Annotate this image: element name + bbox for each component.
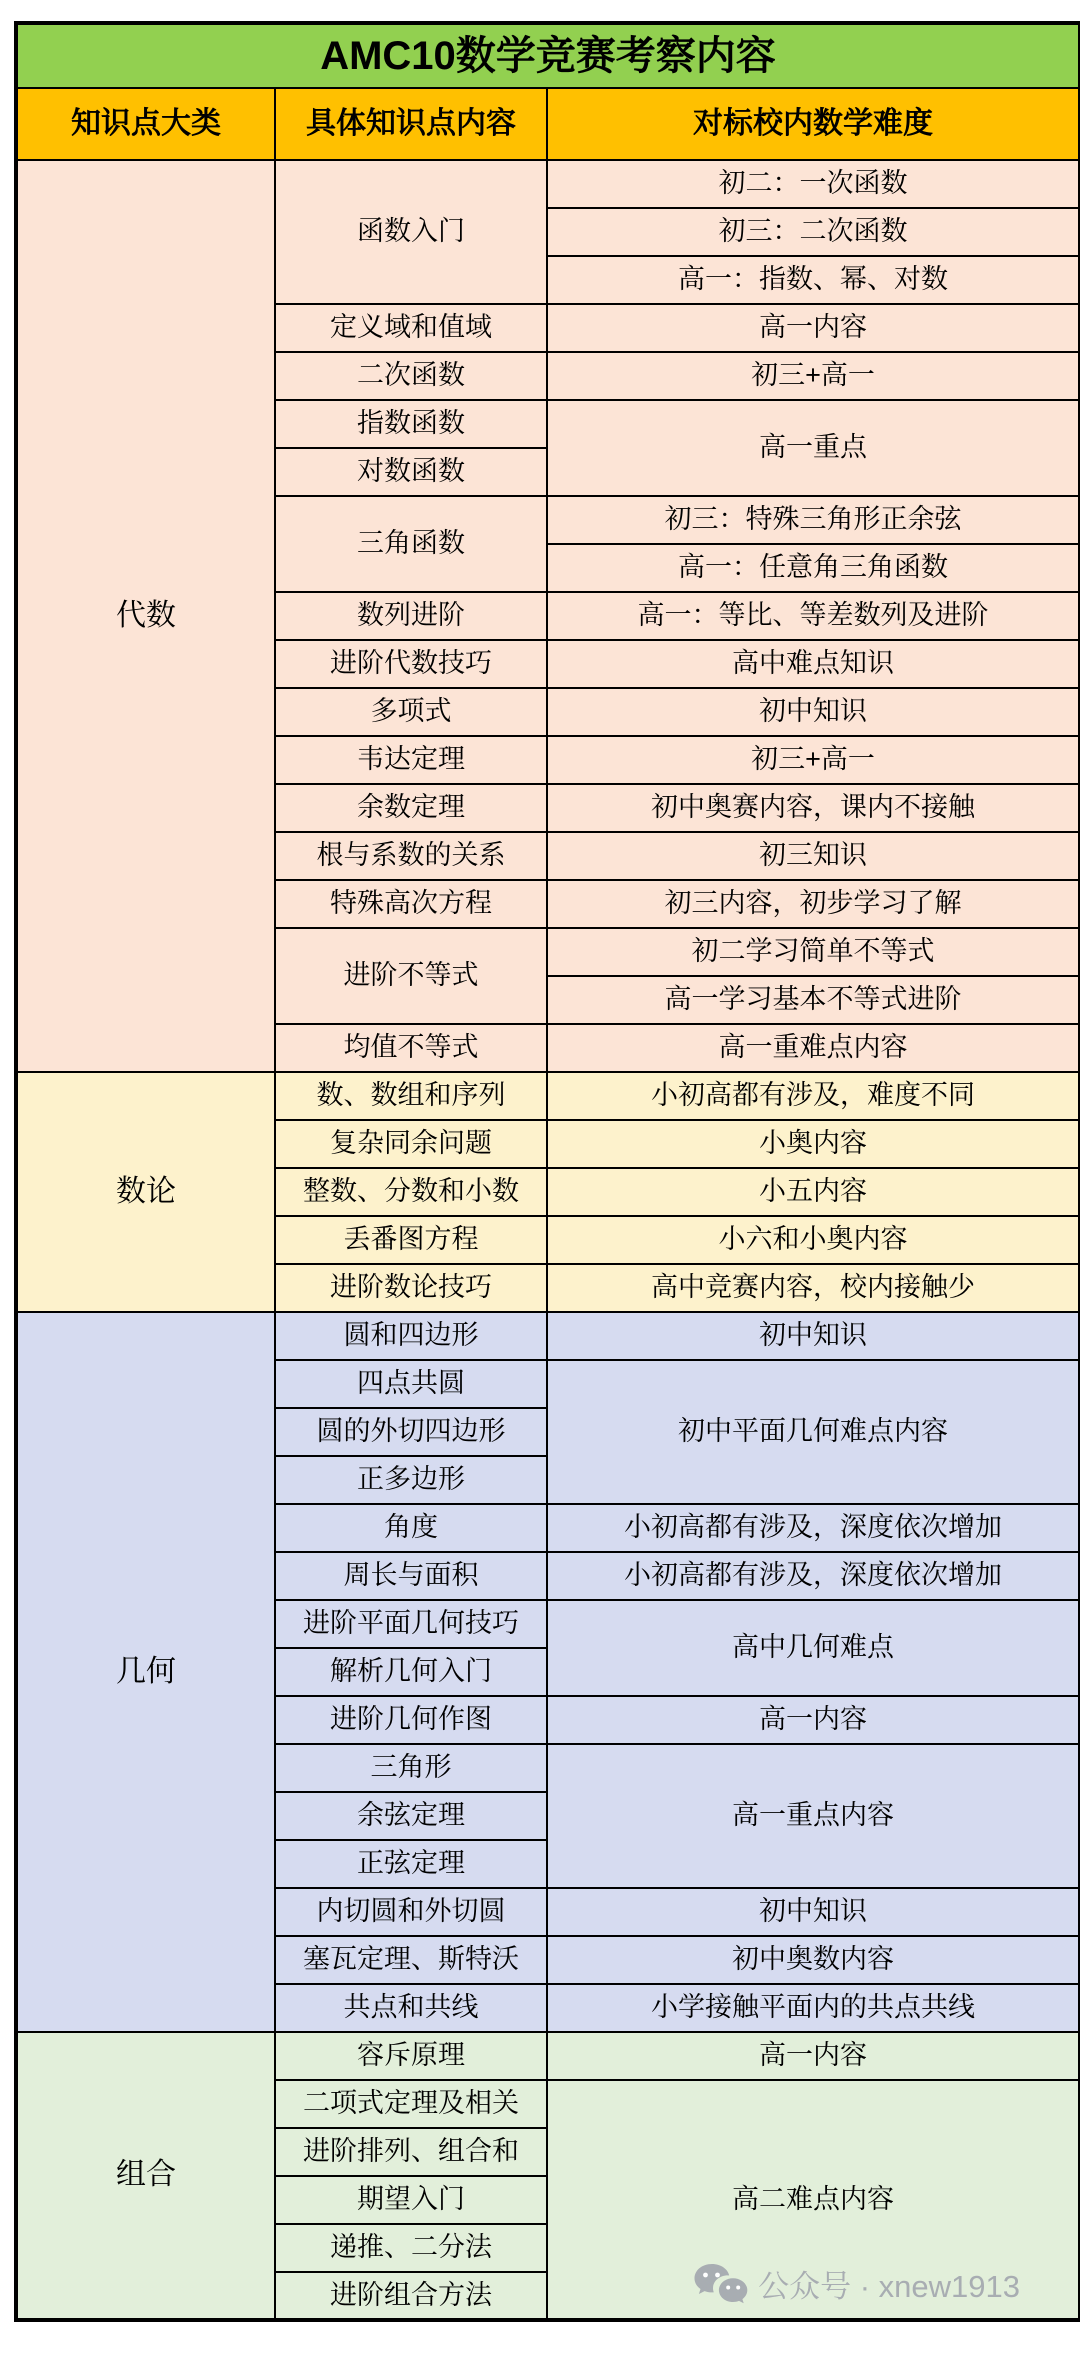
difficulty-cell: 初中奥赛内容，课内不接触 bbox=[547, 784, 1080, 832]
title-row bbox=[16, 23, 1080, 88]
table-row bbox=[16, 1312, 1080, 1360]
topic-cell: 数列进阶 bbox=[275, 592, 547, 640]
topic-cell: 二次函数 bbox=[275, 352, 547, 400]
topic-cell: 进阶不等式 bbox=[275, 928, 547, 1024]
topic-cell: 正多边形 bbox=[275, 1456, 547, 1504]
difficulty-cell: 高一重难点内容 bbox=[547, 1024, 1080, 1072]
topic-cell: 均值不等式 bbox=[275, 1024, 547, 1072]
difficulty-cell: 高一内容 bbox=[547, 304, 1080, 352]
header-topic: 具体知识点内容 bbox=[275, 88, 547, 160]
difficulty-cell: 高一：指数、幂、对数 bbox=[547, 256, 1080, 304]
difficulty-cell: 初中奥数内容 bbox=[547, 1936, 1080, 1984]
table-row bbox=[16, 1072, 1080, 1120]
topic-cell: 丢番图方程 bbox=[275, 1216, 547, 1264]
topic-cell: 期望入门 bbox=[275, 2176, 547, 2224]
difficulty-cell: 高中几何难点 bbox=[547, 1600, 1080, 1696]
topic-cell: 角度 bbox=[275, 1504, 547, 1552]
topic-cell: 进阶排列、组合和 bbox=[275, 2128, 547, 2176]
difficulty-cell: 高一：等比、等差数列及进阶 bbox=[547, 592, 1080, 640]
difficulty-cell: 初中知识 bbox=[547, 1312, 1080, 1360]
table-row bbox=[16, 160, 1080, 208]
difficulty-cell: 高中难点知识 bbox=[547, 640, 1080, 688]
topic-cell: 根与系数的关系 bbox=[275, 832, 547, 880]
difficulty-cell: 小五内容 bbox=[547, 1168, 1080, 1216]
topic-cell: 圆的外切四边形 bbox=[275, 1408, 547, 1456]
difficulty-cell: 初三+高一 bbox=[547, 736, 1080, 784]
difficulty-cell: 高一重点内容 bbox=[547, 1744, 1080, 1888]
topic-cell: 韦达定理 bbox=[275, 736, 547, 784]
header-difficulty: 对标校内数学难度 bbox=[547, 88, 1080, 160]
topic-cell: 进阶平面几何技巧 bbox=[275, 1600, 547, 1648]
difficulty-cell: 初中知识 bbox=[547, 688, 1080, 736]
topic-cell: 容斥原理 bbox=[275, 2032, 547, 2080]
topic-cell: 解析几何入门 bbox=[275, 1648, 547, 1696]
topic-cell: 对数函数 bbox=[275, 448, 547, 496]
difficulty-cell: 高一重点 bbox=[547, 400, 1080, 496]
amc10-content-table bbox=[14, 21, 1078, 2322]
difficulty-cell: 小初高都有涉及，深度依次增加 bbox=[547, 1552, 1080, 1600]
difficulty-cell: 初三+高一 bbox=[547, 352, 1080, 400]
category-cell-number-theory: 数论 bbox=[16, 1072, 275, 1312]
topic-cell: 余弦定理 bbox=[275, 1792, 547, 1840]
topic-cell: 进阶组合方法 bbox=[275, 2272, 547, 2320]
topic-cell: 定义域和值域 bbox=[275, 304, 547, 352]
topic-cell: 进阶几何作图 bbox=[275, 1696, 547, 1744]
header-category: 知识点大类 bbox=[16, 88, 275, 160]
watermark-text: 公众号 · xnew1913 bbox=[758, 2269, 1020, 2304]
difficulty-cell: 小六和小奥内容 bbox=[547, 1216, 1080, 1264]
category-cell-combinatorics: 组合 bbox=[16, 2032, 275, 2320]
topic-cell: 递推、二分法 bbox=[275, 2224, 547, 2272]
difficulty-cell: 高一：任意角三角函数 bbox=[547, 544, 1080, 592]
topic-cell: 进阶数论技巧 bbox=[275, 1264, 547, 1312]
topic-cell: 多项式 bbox=[275, 688, 547, 736]
difficulty-cell: 初中知识 bbox=[547, 1888, 1080, 1936]
topic-cell: 复杂同余问题 bbox=[275, 1120, 547, 1168]
difficulty-cell: 初二：一次函数 bbox=[547, 160, 1080, 208]
topic-cell: 二项式定理及相关 bbox=[275, 2080, 547, 2128]
topic-cell: 共点和共线 bbox=[275, 1984, 547, 2032]
topic-cell: 特殊高次方程 bbox=[275, 880, 547, 928]
difficulty-cell: 小初高都有涉及，深度依次增加 bbox=[547, 1504, 1080, 1552]
header-row bbox=[16, 88, 1080, 160]
topic-cell: 三角函数 bbox=[275, 496, 547, 592]
difficulty-cell: 高中竞赛内容，校内接触少 bbox=[547, 1264, 1080, 1312]
topic-cell: 正弦定理 bbox=[275, 1840, 547, 1888]
difficulty-cell: 高一学习基本不等式进阶 bbox=[547, 976, 1080, 1024]
topic-cell: 塞瓦定理、斯特沃 bbox=[275, 1936, 547, 1984]
knowledge-table bbox=[14, 21, 1080, 2322]
topic-cell: 余数定理 bbox=[275, 784, 547, 832]
topic-cell: 四点共圆 bbox=[275, 1360, 547, 1408]
table-row bbox=[16, 2032, 1080, 2080]
difficulty-cell: 初三内容，初步学习了解 bbox=[547, 880, 1080, 928]
difficulty-cell: 初三知识 bbox=[547, 832, 1080, 880]
topic-cell: 整数、分数和小数 bbox=[275, 1168, 547, 1216]
topic-cell: 周长与面积 bbox=[275, 1552, 547, 1600]
difficulty-cell: 初三：二次函数 bbox=[547, 208, 1080, 256]
topic-cell: 进阶代数技巧 bbox=[275, 640, 547, 688]
difficulty-cell: 高一内容 bbox=[547, 2032, 1080, 2080]
category-cell-algebra: 代数 bbox=[16, 160, 275, 1072]
difficulty-cell: 高一内容 bbox=[547, 1696, 1080, 1744]
topic-cell: 内切圆和外切圆 bbox=[275, 1888, 547, 1936]
category-cell-geometry: 几何 bbox=[16, 1312, 275, 2032]
difficulty-cell: 高二难点内容 bbox=[547, 2080, 1080, 2320]
difficulty-cell: 初三：特殊三角形正余弦 bbox=[547, 496, 1080, 544]
topic-cell: 指数函数 bbox=[275, 400, 547, 448]
topic-cell: 圆和四边形 bbox=[275, 1312, 547, 1360]
difficulty-cell: 小初高都有涉及，难度不同 bbox=[547, 1072, 1080, 1120]
difficulty-cell: 初二学习简单不等式 bbox=[547, 928, 1080, 976]
difficulty-cell: 小学接触平面内的共点共线 bbox=[547, 1984, 1080, 2032]
page-title: AMC10数学竞赛考察内容 bbox=[16, 23, 1080, 88]
topic-cell: 三角形 bbox=[275, 1744, 547, 1792]
difficulty-cell: 小奥内容 bbox=[547, 1120, 1080, 1168]
topic-cell: 数、数组和序列 bbox=[275, 1072, 547, 1120]
difficulty-cell: 初中平面几何难点内容 bbox=[547, 1360, 1080, 1504]
topic-cell: 函数入门 bbox=[275, 160, 547, 304]
